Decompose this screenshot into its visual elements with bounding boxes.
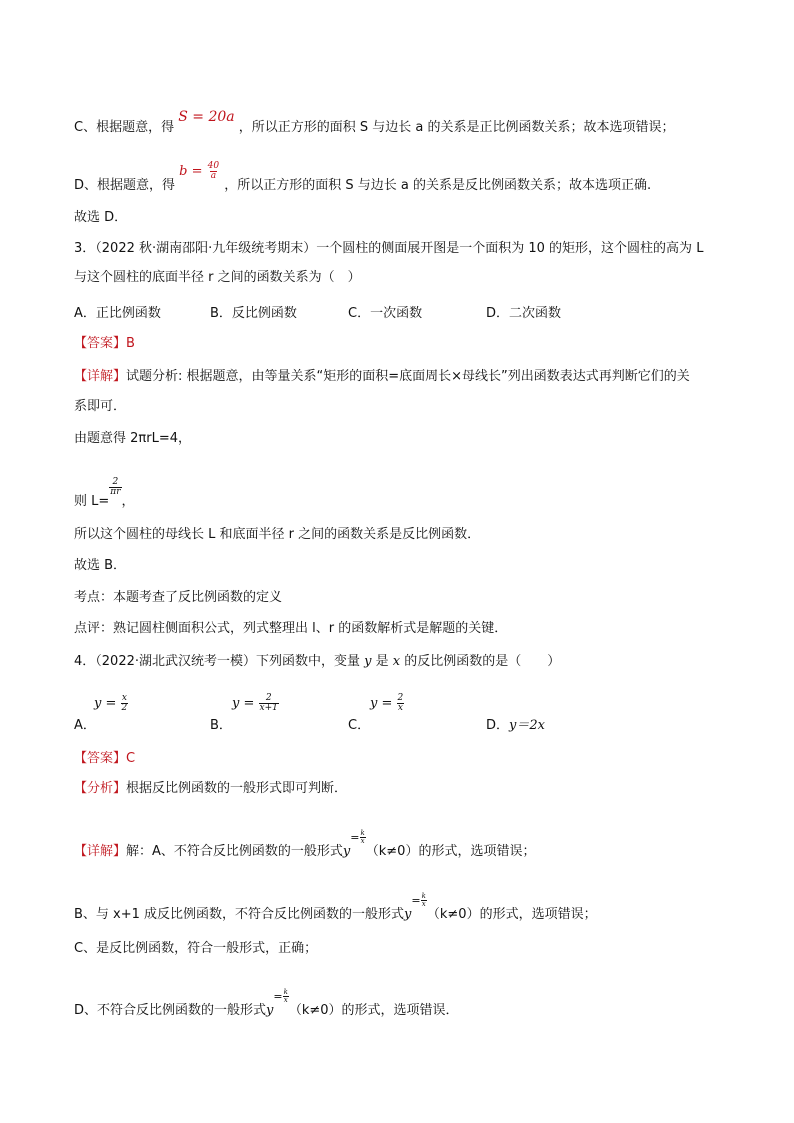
q3-step2-numerator: 2 <box>112 477 119 487</box>
q3-option-b: B．反比例函数 <box>210 306 297 321</box>
q4-detail-a <box>74 829 536 861</box>
q4-detail-a-general-y: y <box>342 844 351 859</box>
q4-option-a-formula <box>94 694 128 713</box>
choose-d: 故选 D． <box>74 210 128 225</box>
option-c-line <box>74 109 675 137</box>
option-d-prefix: D、根据题意，得 <box>74 178 176 193</box>
q4-analysis <box>74 780 347 798</box>
q3-step2-prefix: 则 L= <box>74 494 110 509</box>
q4-detail-b-cond: （k≠0） <box>426 907 480 922</box>
q4-option-c-lhs: y = <box>370 696 393 711</box>
q4-option-d-expr: y＝2x <box>509 718 545 733</box>
q4-option-d-label: D． <box>486 718 510 733</box>
q4-detail-d-fraction <box>283 989 289 1004</box>
q3-kaodian: 考点：本题考查了反比例函数的定义 <box>74 590 283 605</box>
q4-detail-a-cond: （k≠0） <box>365 844 419 859</box>
option-d-numerator: 40 <box>207 161 220 171</box>
q4-detail-a-general-fraction <box>350 830 365 845</box>
q4-detail-d <box>74 988 459 1020</box>
q3-stem-line2: 与这个圆柱的底面半径 r 之间的函数关系为（ ） <box>74 270 361 285</box>
q4-option-c-label: C． <box>348 718 371 733</box>
q3-answer-value: B <box>126 336 135 351</box>
q4-detail-b <box>74 892 597 924</box>
q3-stem-text1: 3．（2022 秋·湖南邵阳·九年级统考期末）一个圆柱的侧面展开图是一个面积为 10 的矩形，这个圆柱的高为 L <box>74 241 704 256</box>
q4-stem-mid: 是 <box>375 654 389 669</box>
q4-answer-tag: 【答案】 <box>74 751 127 766</box>
q4-detail-d-prefix: D、不符合反比例函数的一般形式 <box>74 1003 267 1018</box>
q3-detail-line1 <box>74 368 690 386</box>
q3-step2-denominator: πr <box>110 487 121 497</box>
q4-option-d <box>486 714 545 733</box>
q3-step1: 由题意得 2πrL=4， <box>74 431 191 446</box>
q3-choose: 故选 B． <box>74 558 127 573</box>
q3-step2-suffix: ， <box>121 494 135 509</box>
q3-answer <box>74 335 135 353</box>
q4-option-c-numerator: 2 <box>397 693 404 703</box>
q3-step2-fraction <box>109 478 121 497</box>
q3-option-d: D．二次函数 <box>486 306 562 321</box>
q4-option-b-label: B． <box>210 718 232 733</box>
option-d-denominator: a <box>210 171 217 181</box>
q4-detail-a-prefix: 解：A、不符合反比例函数的一般形式 <box>126 844 343 859</box>
option-d-suffix: ，所以正方形的面积 S 与边长 a 的关系是反比例函数关系；故本选项正确. <box>224 178 652 193</box>
q4-detail-d-numerator: k <box>283 988 288 996</box>
q4-detail-d-suffix: 的形式，选项错误． <box>341 1003 459 1018</box>
q3-stem-line1 <box>74 240 703 258</box>
q4-option-b-fraction <box>259 694 279 713</box>
q4-stem-suffix: 的反比例函数的是（ ） <box>404 654 561 669</box>
option-c-formula: S = 20a <box>178 109 235 125</box>
q4-detail-b-fraction <box>421 893 427 908</box>
q4-option-b-numerator: 2 <box>265 693 272 703</box>
q3-detail-text1: 试题分析: 根据题意，由等量关系“矩形的面积=底面周长×母线长”列出函数表达式再判断它们的关 <box>126 369 690 384</box>
option-c-prefix: C、根据题意，得 <box>74 120 175 135</box>
q3-answer-tag: 【答案】 <box>74 336 127 351</box>
q4-option-a-lhs: y = <box>94 696 117 711</box>
q4-option-b-denominator: x+1 <box>259 703 278 713</box>
q3-detail-line2: 系即可． <box>74 399 127 414</box>
q4-detail-d-cond: （k≠0） <box>288 1003 342 1018</box>
option-d-line <box>74 161 652 195</box>
q4-detail-c: C、是反比例函数，符合一般形式，正确； <box>74 941 318 956</box>
option-d-formula-lhs: b = <box>179 164 203 179</box>
q4-detail-b-prefix: B、与 x+1 成反比例函数，不符合反比例函数的一般形式 <box>74 907 405 922</box>
q4-detail-b-suffix: 的形式，选项错误； <box>479 907 597 922</box>
q4-stem-prefix: 4．（2022·湖北武汉统考一模）下列函数中，变量 <box>74 654 360 669</box>
q4-option-b-lhs: y = <box>232 696 255 711</box>
option-d-fraction <box>207 162 220 181</box>
option-d-formula <box>179 161 224 181</box>
q3-step2 <box>74 477 135 511</box>
q4-option-b-formula <box>232 694 279 713</box>
q4-stem-var-y: y <box>364 654 372 669</box>
q4-analysis-tag: 【分析】 <box>74 781 127 796</box>
q4-detail-tag: 【详解】 <box>74 844 127 859</box>
q3-conclusion: 所以这个圆柱的母线长 L 和底面半径 r 之间的函数关系是反比例函数． <box>74 527 481 542</box>
q4-stem <box>74 653 560 671</box>
q4-option-c-fraction <box>397 694 405 713</box>
option-c-suffix: ，所以正方形的面积 S 与边长 a 的关系是正比例函数关系；故本选项错误； <box>238 120 675 135</box>
q4-detail-a-denominator: x <box>360 837 365 845</box>
q4-detail-b-numerator: k <box>421 892 426 900</box>
q4-detail-b-general-y: y <box>404 907 412 922</box>
q4-detail-a-numerator: k <box>360 829 365 837</box>
q4-detail-d-denominator: x <box>283 996 288 1004</box>
q4-detail-b-denominator: x <box>421 900 426 908</box>
q4-option-a-label: A． <box>74 718 96 733</box>
q4-answer-value: C <box>126 751 136 766</box>
q3-option-c: C．一次函数 <box>348 306 423 321</box>
q3-detail-tag: 【详解】 <box>74 369 127 384</box>
q4-detail-a-suffix: 的形式，选项错误； <box>418 844 536 859</box>
q4-option-a-denominator: 2 <box>121 703 128 713</box>
q4-stem-var-x: x <box>392 654 401 669</box>
q4-detail-b-eq: = <box>411 894 421 907</box>
q4-detail-a-fraction <box>360 830 366 845</box>
q4-detail-d-general-fraction <box>273 989 288 1004</box>
q4-option-c-denominator: x <box>397 703 403 713</box>
q4-option-c-formula <box>370 694 404 713</box>
q4-detail-a-eq: = <box>350 831 360 844</box>
q4-detail-b-general-fraction <box>411 893 426 908</box>
q3-dianping: 点评：熟记圆柱侧面积公式，列式整理出 l、r 的函数解析式是解题的关键． <box>74 621 508 636</box>
q4-option-a-numerator: x <box>121 693 127 703</box>
q4-detail-d-eq: = <box>273 990 283 1003</box>
q4-answer <box>74 750 135 768</box>
q4-analysis-text: 根据反比例函数的一般形式即可判断． <box>126 781 348 796</box>
q3-option-a: A．正比例函数 <box>74 306 161 321</box>
q4-option-a-fraction <box>121 694 129 713</box>
q4-detail-d-general-y: y <box>266 1003 274 1018</box>
